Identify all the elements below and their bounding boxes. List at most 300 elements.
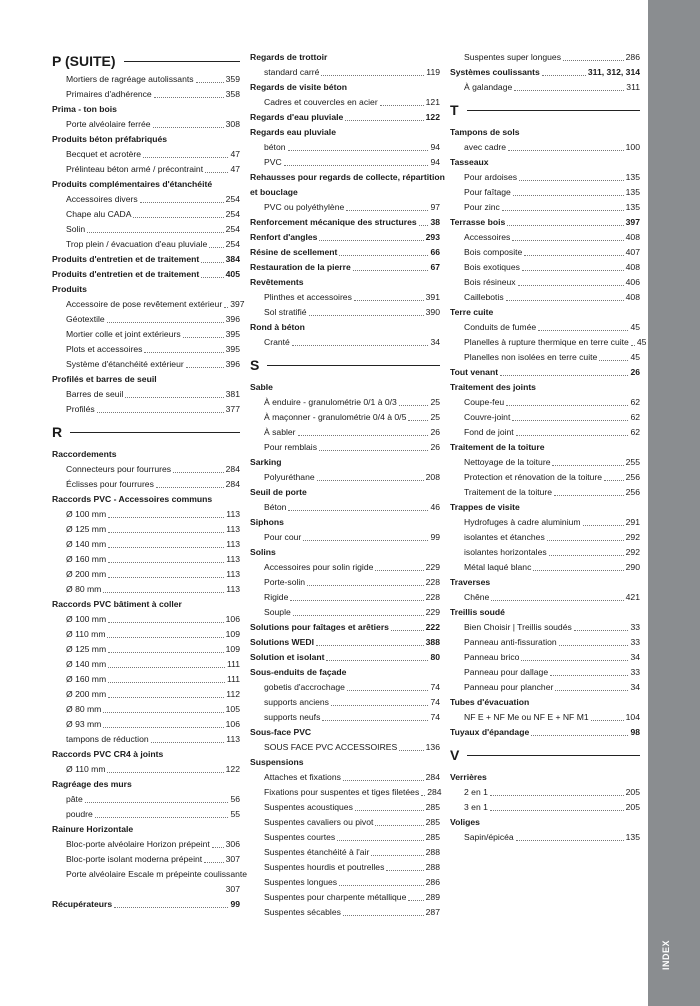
page-number: 45 <box>630 322 640 332</box>
entry-label: Ø 110 mm <box>66 629 106 639</box>
index-heading-text: Ragréage des murs <box>52 779 132 789</box>
index-entry <box>250 500 440 515</box>
entry-label: Panneau anti-fissuration <box>464 637 557 647</box>
page-number: 208 <box>425 472 440 482</box>
page-number: 311 <box>626 82 640 92</box>
index-entry <box>450 590 640 605</box>
dot-leader <box>339 245 428 256</box>
page-number: 38 <box>430 217 440 227</box>
page-number: 421 <box>625 592 640 602</box>
index-heading-text: Trappes de visite <box>450 502 520 512</box>
page-number: 45 <box>630 352 640 362</box>
dot-leader <box>108 537 224 548</box>
entry-label: À sabler <box>264 427 296 437</box>
index-entry <box>450 185 640 200</box>
dot-leader <box>201 252 223 263</box>
dot-leader <box>212 837 224 848</box>
entry-label: Bien Choisir | Treillis soudés <box>464 622 572 632</box>
index-entry <box>450 200 640 215</box>
index-entry <box>450 530 640 545</box>
index-heading <box>52 747 240 762</box>
index-entry <box>52 612 240 627</box>
index-entry <box>250 470 440 485</box>
dot-leader <box>319 230 423 241</box>
entry-label: Hydrofuges à cadre aluminium <box>464 517 581 527</box>
entry-label: Suspentes cavaliers ou pivot <box>264 817 374 827</box>
index-entry <box>450 650 640 665</box>
dot-leader <box>518 275 624 286</box>
entry-label: Tout venant <box>450 367 499 377</box>
dot-leader <box>107 312 224 323</box>
index-entry <box>52 537 240 552</box>
index-entry <box>450 290 640 305</box>
dot-leader <box>331 695 428 706</box>
index-heading <box>52 597 240 612</box>
dot-leader <box>354 290 424 301</box>
entry-label: Sol stratifié <box>264 307 307 317</box>
page-number: 67 <box>430 262 440 272</box>
entry-label: Suspentes pour charpente métallique <box>264 892 407 902</box>
index-heading <box>52 777 240 792</box>
index-heading <box>52 822 240 837</box>
page-number: 113 <box>226 524 240 534</box>
dot-leader <box>371 845 423 856</box>
section-rule <box>70 432 240 433</box>
index-heading <box>450 155 640 170</box>
page-number: 26 <box>430 427 440 437</box>
page-number: 292 <box>625 547 640 557</box>
dot-leader <box>307 575 424 586</box>
index-heading <box>250 380 440 395</box>
entry-label: Ø 100 mm <box>66 509 107 519</box>
index-heading <box>250 485 440 500</box>
index-entry <box>52 297 245 312</box>
page-number: 112 <box>226 689 240 699</box>
index-entry <box>250 800 440 815</box>
page-number: 255 <box>625 457 640 467</box>
index-entry <box>250 845 440 860</box>
dot-leader <box>346 200 428 211</box>
entry-label: Regards d'eau pluviale <box>250 112 344 122</box>
index-entry <box>52 222 240 237</box>
entry-label: Accessoires pour solin rigide <box>264 562 374 572</box>
index-entry <box>52 657 240 672</box>
dot-leader <box>399 395 429 406</box>
index-heading-text: Treillis soudé <box>450 607 505 617</box>
entry-label: Traitement de la toiture <box>464 487 553 497</box>
index-heading-entry <box>52 897 240 912</box>
page-number: 228 <box>425 577 440 587</box>
page-number: 254 <box>225 239 240 249</box>
index-entry <box>450 335 647 350</box>
dot-leader <box>108 507 224 518</box>
page-number: 388 <box>425 637 440 647</box>
section-letter-heading <box>250 350 440 380</box>
index-heading <box>52 282 240 297</box>
entry-label: Porte alvéolaire ferrée <box>66 119 151 129</box>
page-number: 222 <box>425 622 440 632</box>
index-heading-entry <box>450 215 640 230</box>
index-entry <box>250 710 440 725</box>
dot-leader <box>419 215 429 226</box>
dot-leader <box>103 717 223 728</box>
index-heading-text: Regards eau pluviale <box>250 127 336 137</box>
dot-leader <box>319 440 428 451</box>
entry-label: tampons de réduction <box>66 734 149 744</box>
entry-label: Pour faîtage <box>464 187 511 197</box>
page-number: 74 <box>430 697 440 707</box>
entry-label: Solutions pour faîtages et arêtiers <box>250 622 389 632</box>
entry-label: standard carré <box>264 67 320 77</box>
entry-label: Rigide <box>264 592 289 602</box>
section-letter: T <box>450 102 459 118</box>
entry-label: Attaches et fixations <box>264 772 341 782</box>
entry-label: Souple <box>264 607 291 617</box>
dot-leader <box>114 897 228 908</box>
page-number: 113 <box>226 569 240 579</box>
index-heading <box>52 102 240 117</box>
entry-label: Bois exotiques <box>464 262 520 272</box>
entry-label: Polyuréthane <box>264 472 315 482</box>
entry-label: Produits d'entretien et de traitement <box>52 254 200 264</box>
dot-leader <box>500 365 628 376</box>
index-heading-text: Verrières <box>450 772 487 782</box>
dot-leader <box>140 192 224 203</box>
page-number: 135 <box>625 172 640 182</box>
dot-leader <box>542 65 586 76</box>
dot-leader <box>316 635 424 646</box>
entry-label: PVC ou polyéthylène <box>264 202 345 212</box>
page-number: 311, 312, 314 <box>587 67 640 77</box>
index-heading <box>250 545 440 560</box>
entry-label: Panneau brico <box>464 652 520 662</box>
index-entry <box>450 515 640 530</box>
index-entry <box>52 87 240 102</box>
dot-leader <box>421 785 425 796</box>
index-heading-entry <box>250 635 440 650</box>
dot-leader <box>512 230 623 241</box>
index-heading-text: Rond à béton <box>250 322 305 332</box>
dot-leader <box>201 267 223 278</box>
dot-leader <box>108 687 224 698</box>
dot-leader <box>108 612 224 623</box>
dot-leader <box>153 117 224 128</box>
index-heading-text: Sous-enduits de façade <box>250 667 347 677</box>
index-entry <box>52 582 240 597</box>
dot-leader <box>552 455 623 466</box>
index-entry <box>52 387 240 402</box>
entry-label: Primaires d'adhérence <box>66 89 152 99</box>
page-number: 26 <box>630 367 640 377</box>
entry-label: Ø 110 mm <box>66 764 106 774</box>
dot-leader <box>491 590 623 601</box>
entry-label: Bois composite <box>464 247 523 257</box>
entry-label: À enduire - granulométrie 0/1 à 0/3 <box>264 397 397 407</box>
page-number: 288 <box>425 862 440 872</box>
page-number: 111 <box>226 674 240 684</box>
index-entry <box>52 837 240 852</box>
entry-label: Bloc-porte alvéolaire Horizon prépeint <box>66 839 210 849</box>
dot-leader <box>108 522 224 533</box>
page-number: 396 <box>225 359 240 369</box>
entry-label: Éclisses pour fourrures <box>66 479 154 489</box>
index-heading-text: Rainure Horizontale <box>52 824 134 834</box>
dot-leader <box>224 297 228 308</box>
dot-leader <box>538 320 628 331</box>
dot-leader <box>353 260 429 271</box>
index-heading-text: et bouclage <box>250 187 298 197</box>
entry-label: Coupe-feu <box>464 397 505 407</box>
dot-leader <box>343 770 424 781</box>
entry-label: Ø 140 mm <box>66 539 107 549</box>
page-number: 113 <box>226 539 240 549</box>
entry-label: béton <box>264 142 286 152</box>
index-entry <box>52 732 240 747</box>
page-number: 406 <box>625 277 640 287</box>
index-entry <box>250 140 440 155</box>
dot-leader <box>173 462 224 473</box>
dot-leader <box>108 672 225 683</box>
page-number: 254 <box>225 194 240 204</box>
dot-leader <box>108 642 224 653</box>
dot-leader <box>87 222 224 233</box>
entry-label: Produits d'entretien et de traitement <box>52 269 200 279</box>
dot-leader <box>516 425 629 436</box>
index-heading <box>52 492 240 507</box>
entry-label: supports anciens <box>264 697 329 707</box>
index-column-1 <box>52 50 248 912</box>
index-entry <box>450 350 640 365</box>
index-heading <box>52 132 240 147</box>
index-heading-entry <box>250 230 440 245</box>
section-letter-heading <box>52 50 240 72</box>
dot-leader <box>144 342 223 353</box>
index-entry <box>450 455 640 470</box>
entry-label: Ø 140 mm <box>66 659 107 669</box>
entry-label: avec cadre <box>464 142 507 152</box>
entry-label: Ø 80 mm <box>66 704 102 714</box>
dot-leader <box>347 680 428 691</box>
dot-leader <box>533 560 623 571</box>
entry-label: poudre <box>66 809 93 819</box>
page-number: 228 <box>425 592 440 602</box>
dot-leader <box>516 830 624 841</box>
index-entry <box>52 642 240 657</box>
index-heading <box>450 500 640 515</box>
index-heading <box>52 372 240 387</box>
index-heading-entry <box>250 650 440 665</box>
index-entry <box>250 425 440 440</box>
dot-leader <box>524 245 623 256</box>
entry-label: Suspentes acoustiques <box>264 802 353 812</box>
index-heading-text: Solins <box>250 547 276 557</box>
dot-leader <box>549 545 624 556</box>
index-heading-text: Produits complémentaires d'étanchéité <box>52 179 213 189</box>
entry-label: supports neufs <box>264 712 321 722</box>
index-heading <box>250 170 445 185</box>
page-number: 135 <box>625 187 640 197</box>
page-number: 109 <box>225 629 240 639</box>
dot-leader <box>506 290 624 301</box>
entry-label: Profilés <box>66 404 95 414</box>
entry-label: Résine de scellement <box>250 247 338 257</box>
dot-leader <box>151 732 225 743</box>
entry-label: Béton <box>264 502 287 512</box>
dot-leader <box>183 327 224 338</box>
page-number: 94 <box>430 157 440 167</box>
page-number: 286 <box>425 877 440 887</box>
page-number: 25 <box>430 397 440 407</box>
index-heading-text: Prima - ton bois <box>52 104 117 114</box>
index-heading-entry <box>250 215 440 230</box>
index-heading-text: Voliges <box>450 817 480 827</box>
entry-label: Ø 160 mm <box>66 674 107 684</box>
page-number: 109 <box>225 644 240 654</box>
entry-label: Pour cour <box>264 532 302 542</box>
entry-label: Pour zinc <box>464 202 500 212</box>
index-entry <box>250 575 440 590</box>
index-entry <box>450 260 640 275</box>
dot-leader <box>321 65 424 76</box>
page-number: 293 <box>425 232 440 242</box>
index-entry <box>52 192 240 207</box>
entry-label: Solutions WEDI <box>250 637 314 647</box>
dot-leader <box>107 627 223 638</box>
page-number: 74 <box>430 712 440 722</box>
index-entry <box>450 425 640 440</box>
page-number: 390 <box>425 307 440 317</box>
page-number: 290 <box>625 562 640 572</box>
dot-leader <box>550 665 628 676</box>
index-heading-entry <box>250 110 440 125</box>
index-heading-entry <box>250 245 440 260</box>
dot-leader <box>375 560 423 571</box>
index-heading-text: Terre cuite <box>450 307 494 317</box>
index-heading-text: Raccords PVC - Accessoires communs <box>52 494 213 504</box>
page-number: 119 <box>426 67 440 77</box>
dot-leader <box>108 567 224 578</box>
dot-leader <box>559 635 629 646</box>
index-entry <box>52 522 240 537</box>
entry-label: Suspentes étanchéité à l'air <box>264 847 370 857</box>
index-heading-text: Traitement de la toiture <box>450 442 545 452</box>
page-number: 47 <box>230 149 240 159</box>
page-number: 122 <box>425 112 440 122</box>
page-number: 284 <box>427 787 442 797</box>
entry-label: Ø 125 mm <box>66 644 107 654</box>
index-heading <box>250 665 440 680</box>
index-column-3 <box>450 50 647 845</box>
index-entry <box>52 237 240 252</box>
dot-leader <box>339 875 424 886</box>
page-number: 205 <box>625 787 640 797</box>
entry-label: Renfort d'angles <box>250 232 318 242</box>
dot-leader <box>284 155 429 166</box>
entry-label: PVC <box>264 157 282 167</box>
dot-leader <box>196 72 224 83</box>
page-number: 308 <box>225 119 240 129</box>
index-entry <box>250 770 440 785</box>
page-number: 289 <box>425 892 440 902</box>
entry-label: Accessoire de pose revêtement extérieur <box>66 299 223 309</box>
index-entry <box>250 875 440 890</box>
page-number: 397 <box>625 217 640 227</box>
index-entry <box>52 462 240 477</box>
index-entry <box>52 162 240 177</box>
entry-label: Porte alvéolaire Escale m prépeinte coulissante <box>66 869 248 879</box>
dot-leader <box>513 185 624 196</box>
section-rule <box>467 110 640 111</box>
page-number: 55 <box>230 809 240 819</box>
index-entry <box>52 147 240 162</box>
index-entry <box>250 395 440 410</box>
index-heading-entry <box>52 252 240 267</box>
entry-label: Suspentes longues <box>264 877 338 887</box>
page-number: 25 <box>430 412 440 422</box>
entry-label: Plots et accessoires <box>66 344 143 354</box>
entry-label: À galandage <box>464 82 513 92</box>
index-entry <box>450 635 640 650</box>
page-number: 121 <box>425 97 440 107</box>
page-number: 284 <box>225 464 240 474</box>
index-entry <box>250 335 440 350</box>
dot-leader <box>604 470 624 481</box>
page-number: 408 <box>625 262 640 272</box>
page-number: 33 <box>630 637 640 647</box>
page-number: 45 <box>636 337 647 347</box>
entry-label: Restauration de la pierre <box>250 262 351 272</box>
index-heading-entry <box>52 267 240 282</box>
index-entry <box>450 80 640 95</box>
index-entry <box>250 860 440 875</box>
index-heading-text: Raccords PVC bâtiment à coller <box>52 599 182 609</box>
index-heading <box>450 575 640 590</box>
page-number: 26 <box>430 442 440 452</box>
page-number: 306 <box>225 839 240 849</box>
index-entry <box>450 470 640 485</box>
page-number: 284 <box>225 479 240 489</box>
entry-label: Bois résineux <box>464 277 516 287</box>
index-entry <box>52 552 240 567</box>
index-heading <box>450 440 640 455</box>
entry-label: Fixations pour suspentes et tiges filetées <box>264 787 420 797</box>
index-heading-text: Traitement des joints <box>450 382 536 392</box>
entry-label: Trop plein / évacuation d'eau pluviale <box>66 239 208 249</box>
index-heading <box>450 605 640 620</box>
dot-leader <box>519 170 624 181</box>
page-number: 395 <box>225 344 240 354</box>
entry-label: NF E + NF Me ou NF E + NF M1 <box>464 712 589 722</box>
page-number: 135 <box>625 832 640 842</box>
index-heading-entry <box>250 620 440 635</box>
page-number: 99 <box>230 899 240 909</box>
index-column-2 <box>250 50 445 920</box>
index-heading-entry <box>250 260 440 275</box>
page-number: 122 <box>225 764 240 774</box>
index-heading <box>450 305 640 320</box>
dot-leader <box>108 552 224 563</box>
dot-leader <box>507 215 623 226</box>
index-entry <box>450 545 640 560</box>
index-entry <box>250 605 440 620</box>
dot-leader <box>288 500 428 511</box>
page-number: 384 <box>225 254 240 264</box>
page-number: 135 <box>625 202 640 212</box>
index-entry <box>450 410 640 425</box>
page-number: 106 <box>225 719 240 729</box>
dot-leader <box>508 140 624 151</box>
index-heading <box>250 50 440 65</box>
